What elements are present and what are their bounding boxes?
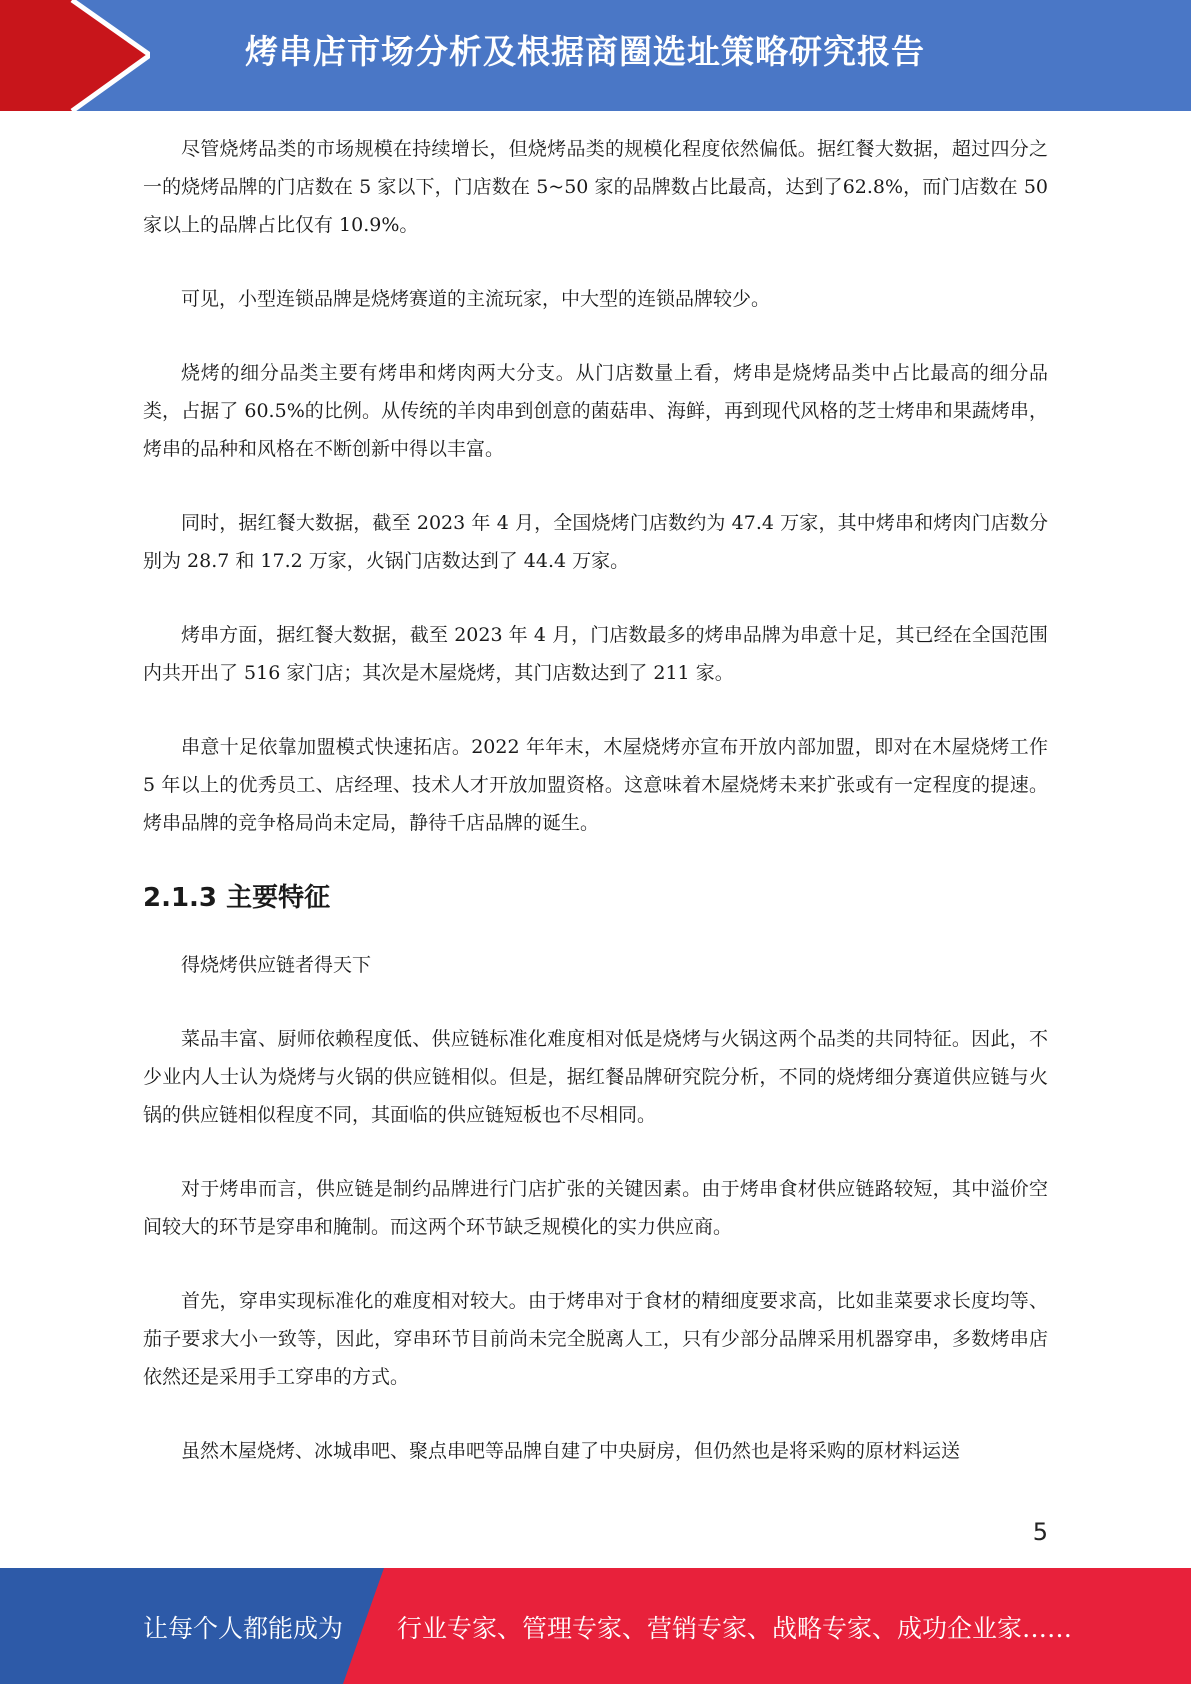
footer-slogan-right: 行业专家、管理专家、营销专家、战略专家、成功企业家…… — [397, 1614, 1073, 1643]
paragraph: 可见，小型连锁品牌是烧烤赛道的主流玩家，中大型的连锁品牌较少。 — [181, 288, 771, 310]
section-heading: 2.1.3 主要特征 — [143, 883, 331, 913]
document-body — [143, 130, 1048, 1506]
paragraph: 烧烤的细分品类主要有烤串和烤肉两大分支。从门店数量上看，烤串是烧烤品类中占比最高的细分品类，占据了 60.5%的比例。从传统的羊肉串到创意的菌菇串、海鲜，再到现代风格的芝士烤串和果蔬烤串，烤串的品种和风格在不断创新中得以丰富。 — [143, 362, 1048, 460]
paragraph: 首先，穿串实现标准化的难度相对较大。由于烤串对于食材的精细度要求高，比如韭菜要求长度均等、茄子要求大小一致等，因此，穿串环节目前尚未完全脱离人工，只有少部分品牌采用机器穿串，多数烤串店依然还是采用手工穿串的方式。 — [143, 1290, 1048, 1388]
paragraph: 同时，据红餐大数据，截至 2023 年 4 月，全国烧烤门店数约为 47.4 万家，其中烤串和烤肉门店数分别为 28.7 和 17.2 万家，火锅门店数达到了 44.4 万家。 — [143, 512, 1048, 572]
footer-slogan-left: 让每个人都能成为 — [143, 1614, 344, 1643]
header-chevron-icon — [0, 0, 150, 111]
paragraph: 烤串方面，据红餐大数据，截至 2023 年 4 月，门店数最多的烤串品牌为串意十足，其已经在全国范围内共开出了 516 家门店；其次是木屋烧烤，其门店数达到了 211 家。 — [143, 624, 1048, 684]
header-title: 烤串店市场分析及根据商圈选址策略研究报告 — [245, 32, 925, 71]
paragraph: 尽管烧烤品类的市场规模在持续增长，但烧烤品类的规模化程度依然偏低。据红餐大数据，超过四分之一的烧烤品牌的门店数在 5 家以下，门店数在 5~50 家的品牌数占比最高，达到了62.8%，而门店数在 50 家以上的品牌占比仅有 10.9%。 — [143, 138, 1048, 236]
paragraph: 虽然木屋烧烤、冰城串吧、聚点串吧等品牌自建了中央厨房，但仍然也是将采购的原材料运送 — [181, 1440, 961, 1462]
page-number: 5 — [1032, 1518, 1048, 1546]
paragraph: 对于烤串而言，供应链是制约品牌进行门店扩张的关键因素。由于烤串食材供应链路较短，其中溢价空间较大的环节是穿串和腌制。而这两个环节缺乏规模化的实力供应商。 — [143, 1178, 1048, 1238]
paragraph: 得烧烤供应链者得天下 — [181, 954, 372, 976]
footer-banner — [0, 1568, 1191, 1684]
header-banner — [0, 0, 1191, 111]
paragraph: 串意十足依靠加盟模式快速拓店。2022 年年末，木屋烧烤亦宣布开放内部加盟，即对在木屋烧烤工作 5 年以上的优秀员工、店经理、技术人才开放加盟资格。这意味着木屋烧烤未来扩张或有一定程度的提速。烤串品牌的竞争格局尚未定局，静待千店品牌的诞生。 — [143, 736, 1048, 834]
paragraph: 菜品丰富、厨师依赖程度低、供应链标准化难度相对低是烧烤与火锅这两个品类的共同特征。因此，不少业内人士认为烧烤与火锅的供应链相似。但是，据红餐品牌研究院分析，不同的烧烤细分赛道供应链与火锅的供应链相似程度不同，其面临的供应链短板也不尽相同。 — [143, 1028, 1048, 1126]
